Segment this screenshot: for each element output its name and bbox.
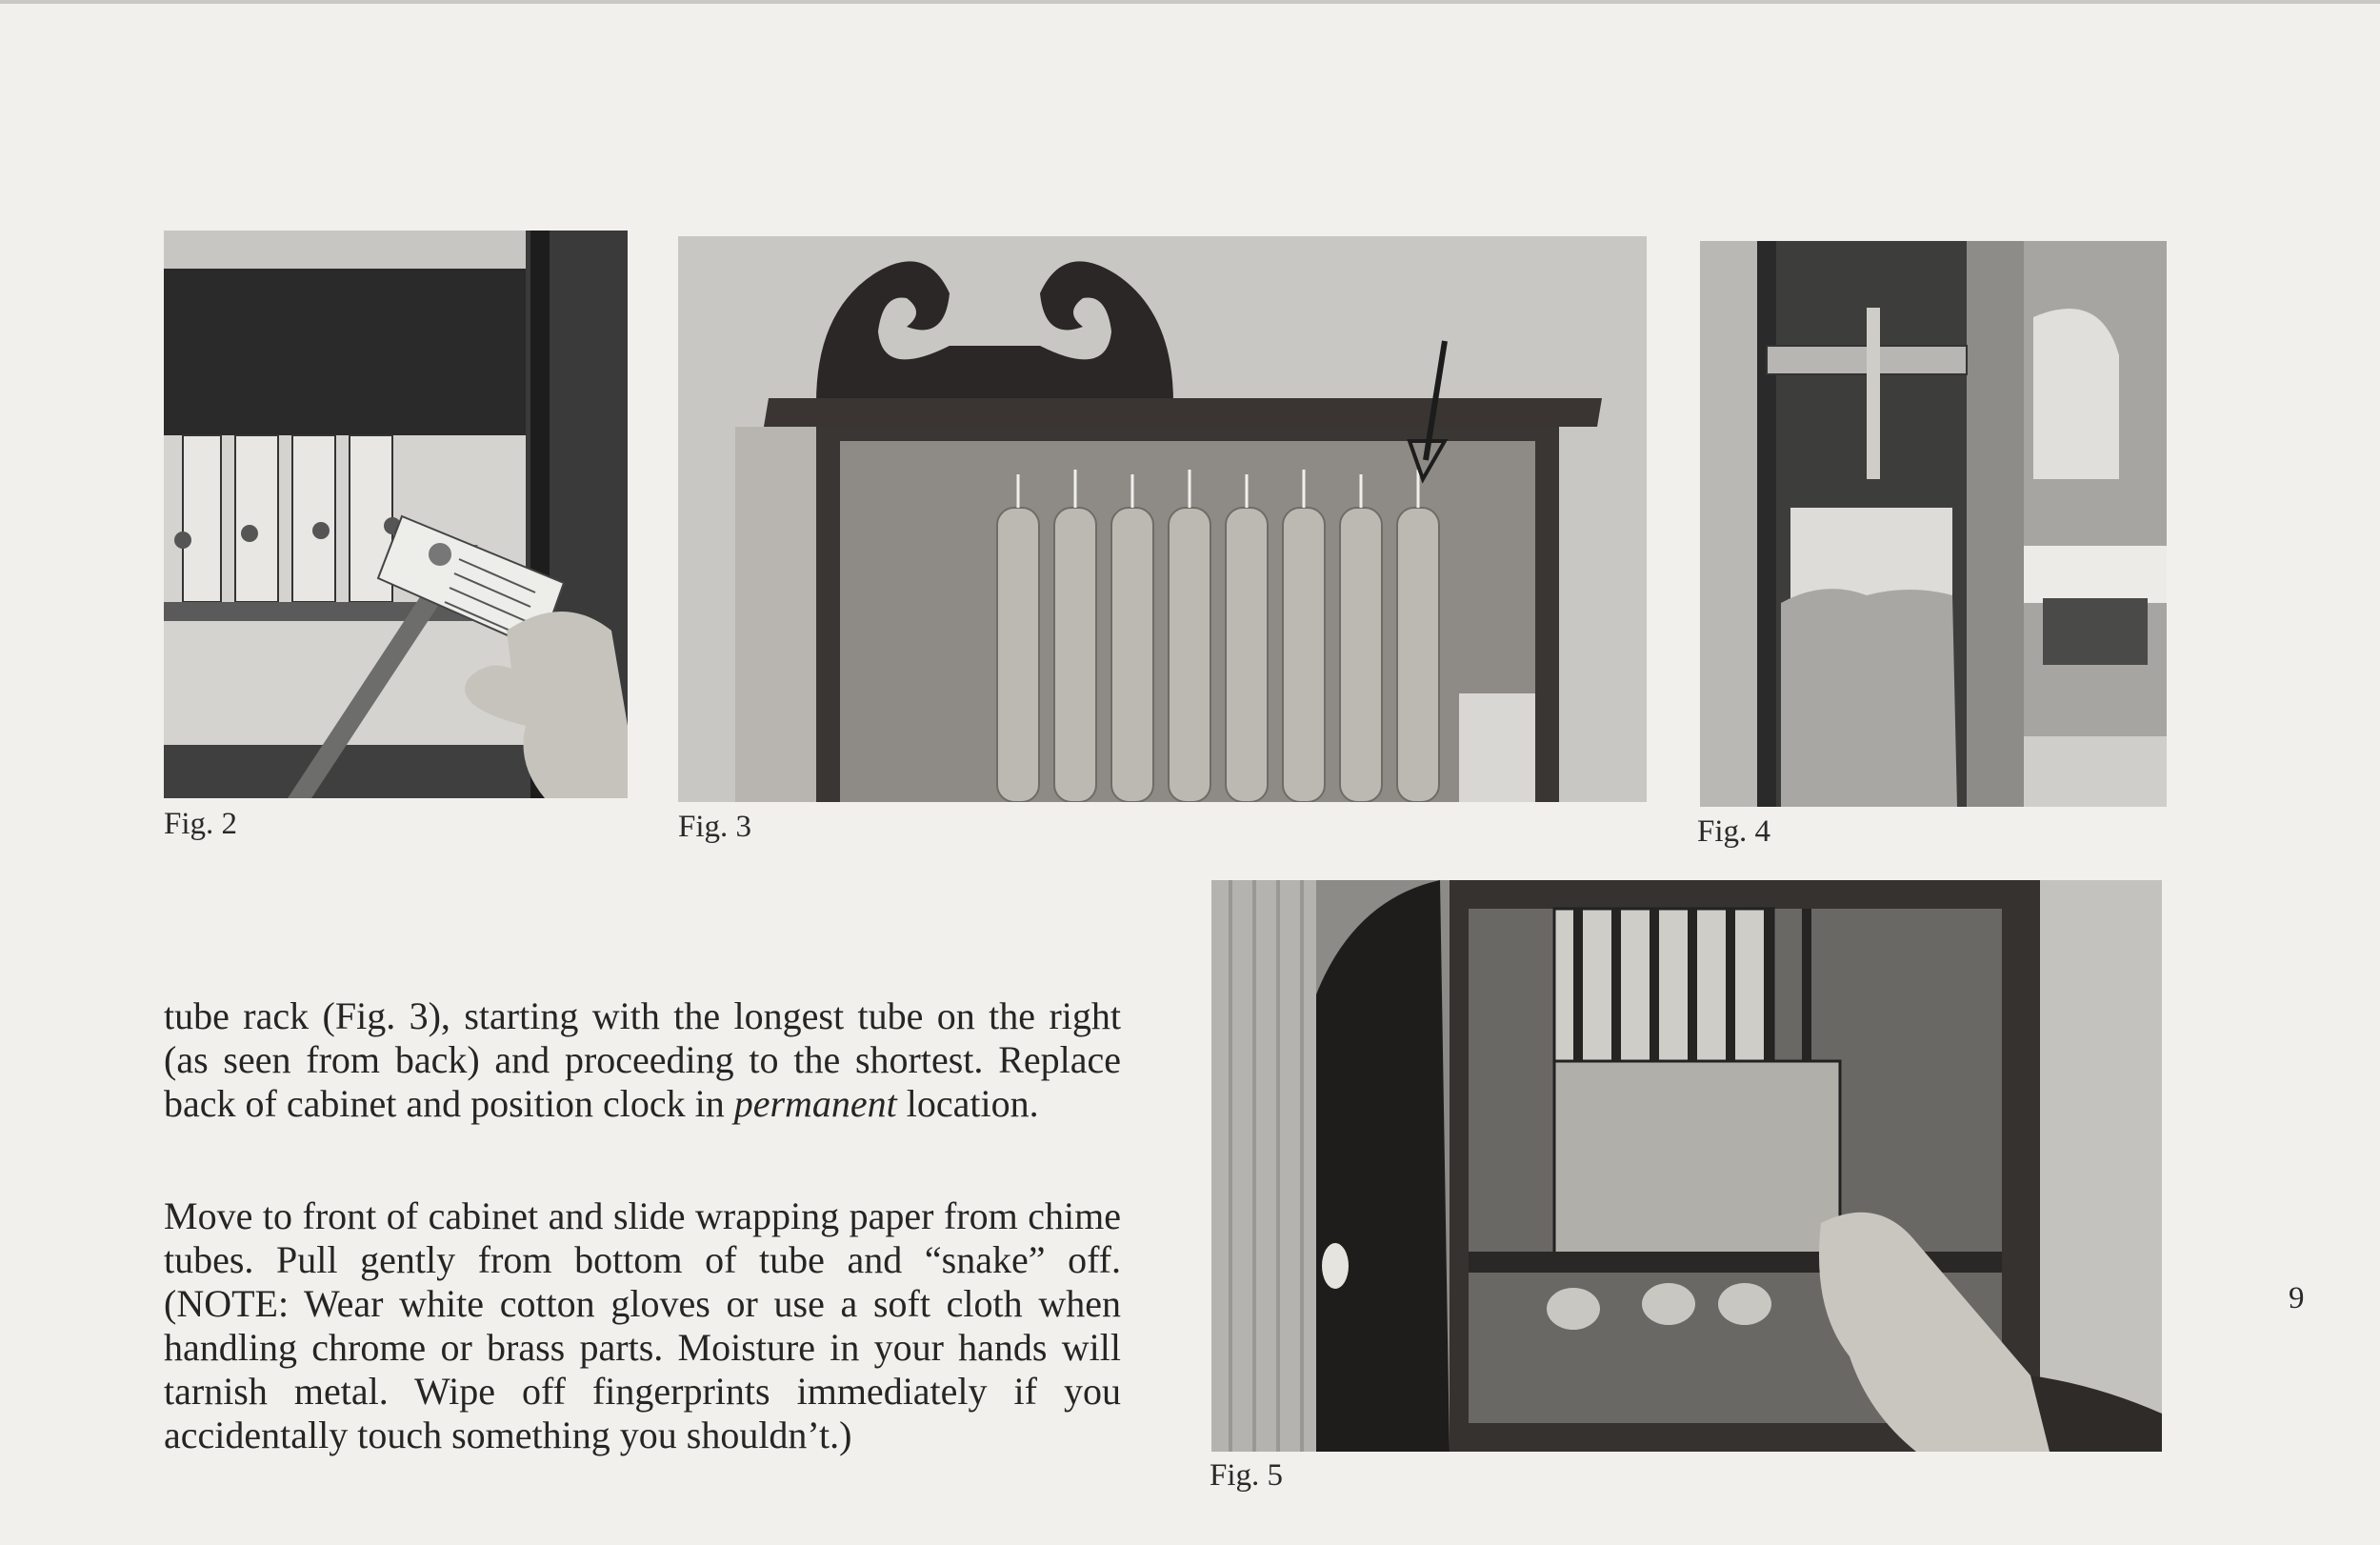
page-number: 9 [2289,1281,2305,1315]
fig-3-caption: Fig. 3 [678,810,752,844]
fig-5-photo [1211,880,2162,1452]
paragraph-1-emphasis: permanent [733,1082,897,1125]
paragraph-1 [164,994,1121,1126]
fig-2-photo [164,231,628,798]
page-edge [0,0,2380,4]
fig-5-caption: Fig. 5 [1210,1458,1284,1493]
paragraph-2: Move to front of cabinet and slide wrapping paper from chime tubes. Pull gently from bottom of tube and “snake” off. (NOTE: Wear white cotton gloves or use a soft cloth when handling chrome or brass parts. Moisture in your hands will tarnish metal. Wipe off fingerprints immediately if you accidentally touch something you shouldn’t.) [164,1194,1121,1456]
fig-3-photo [678,236,1647,802]
fig-4-caption: Fig. 4 [1697,814,1771,849]
fig-2-caption: Fig. 2 [164,807,238,841]
paragraph-1-text: tube rack (Fig. 3), starting with the longest tube on the right (as seen from back) and proceeding to the shortest. Replace back of cabinet and position clock in [164,994,1121,1125]
paragraph-1-end: location. [896,1082,1039,1125]
fig-4-photo [1700,241,2167,807]
